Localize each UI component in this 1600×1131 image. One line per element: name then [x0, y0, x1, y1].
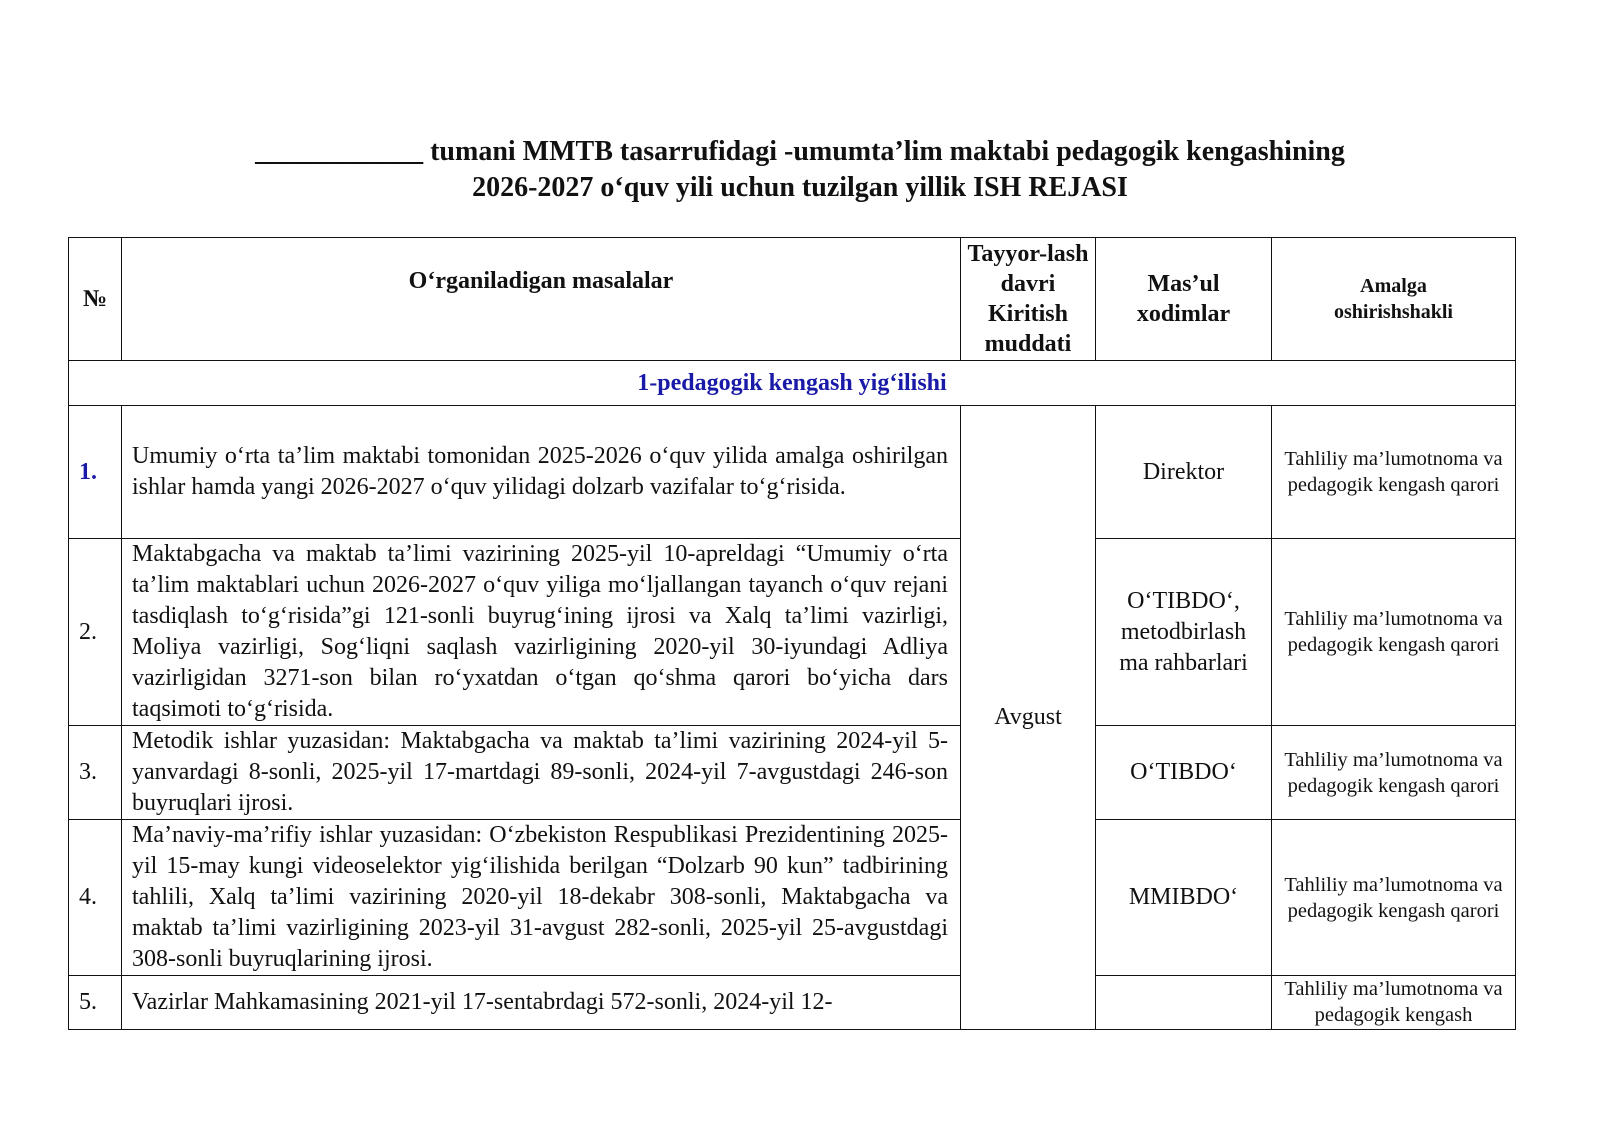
column-header-issues: O‘rganiladigan masalalar	[122, 238, 961, 361]
row-responsible: O‘TIBDO‘, metodbirlash ma rahbarlari	[1096, 539, 1272, 726]
section-row	[69, 361, 1516, 406]
row-responsible: MMIBDO‘	[1096, 820, 1272, 976]
column-header-number: №	[69, 238, 122, 361]
table-row	[69, 406, 1516, 539]
district-blank: ____________	[255, 136, 424, 167]
table-row	[69, 539, 1516, 726]
column-header-responsible: Mas’ul xodimlar	[1096, 238, 1272, 361]
row-number: 5.	[69, 976, 122, 1030]
row-form: Tahliliy ma’lumotnoma va pedagogik kengash qarori	[1272, 820, 1516, 976]
document-title-line-2: 2026-2027 o‘quv yili uchun tuzilgan yillik ISH REJASI	[472, 172, 1128, 203]
title-line-1-text: tumani MMTB tasarrufidagi -umumta’lim maktabi pedagogik kengashining	[430, 136, 1345, 167]
row-issue: Metodik ishlar yuzasidan: Maktabgacha va maktab ta’limi vazirining 2024-yil 5-yanvardagi 8-sonli, 2025-yil 17-martdagi 89-sonli, 2024-yil 7-avgustdagi 246-son buyruqlari ijrosi.	[122, 726, 961, 820]
row-issue: Maktabgacha va maktab ta’limi vazirining 2025-yil 10-apreldagi “Umumiy o‘rta ta’lim maktablari uchun 2026-2027 o‘quv yiliga mo‘ljallangan tayanch o‘quv rejani tasdiqlash to‘g‘risida”gi 121-sonli buyrug‘ining ijrosi va Xalq ta’limi vazirligi, Moliya vazirligi, Sog‘liqni saqlash vazirligining 2020-yil 30-iyundagi Adliya vazirligidan 3271-son bilan ro‘yxatdan o‘tgan qo‘shma qarori bo‘yicha dars taqsimoti to‘g‘risida.	[122, 539, 961, 726]
table-row	[69, 976, 1516, 1030]
work-plan-table	[68, 237, 1516, 1030]
deadline-cell: Avgust	[961, 406, 1096, 1030]
row-responsible: Direktor	[1096, 406, 1272, 539]
row-form: Tahliliy ma’lumotnoma va pedagogik kengash	[1272, 976, 1516, 1030]
row-number: 2.	[69, 539, 122, 726]
document-title-line-1	[0, 134, 1600, 170]
column-header-form: Amalga oshirishshakli	[1272, 238, 1516, 361]
row-issue: Vazirlar Mahkamasining 2021-yil 17-sentabrdagi 572-sonli, 2024-yil 12-	[122, 976, 961, 1030]
table-header-row	[69, 238, 1516, 361]
row-number: 4.	[69, 820, 122, 976]
row-form: Tahliliy ma’lumotnoma va pedagogik kengash qarori	[1272, 726, 1516, 820]
column-header-deadline: Tayyor-lash davri Kiritish muddati	[961, 238, 1096, 361]
row-issue: Umumiy o‘rta ta’lim maktabi tomonidan 2025-2026 o‘quv yilida amalga oshirilgan ishlar hamda yangi 2026-2027 o‘quv yilidagi dolzarb vazifalar to‘g‘risida.	[122, 406, 961, 539]
row-form: Tahliliy ma’lumotnoma va pedagogik kengash qarori	[1272, 539, 1516, 726]
row-issue: Ma’naviy-ma’rifiy ishlar yuzasidan: O‘zbekiston Respublikasi Prezidentining 2025-yil 15-may kungi videoselektor yig‘ilishida berilgan “Dolzarb 90 kun” tadbirining tahlili, Xalq ta’limi vazirining 2020-yil 18-dekabr 308-sonli, Maktabgacha va maktab ta’limi vazirligining 2023-yil 31-avgust 282-sonli, 2025-yil 25-avgustdagi 308-sonli buyruqlarining ijrosi.	[122, 820, 961, 976]
section-title: 1-pedagogik kengash yig‘ilishi	[69, 361, 1516, 406]
table-row	[69, 726, 1516, 820]
row-number: 3.	[69, 726, 122, 820]
row-responsible: O‘TIBDO‘	[1096, 726, 1272, 820]
row-responsible	[1096, 976, 1272, 1030]
row-number: 1.	[69, 406, 122, 539]
row-form: Tahliliy ma’lumotnoma va pedagogik kengash qarori	[1272, 406, 1516, 539]
table-row	[69, 820, 1516, 976]
